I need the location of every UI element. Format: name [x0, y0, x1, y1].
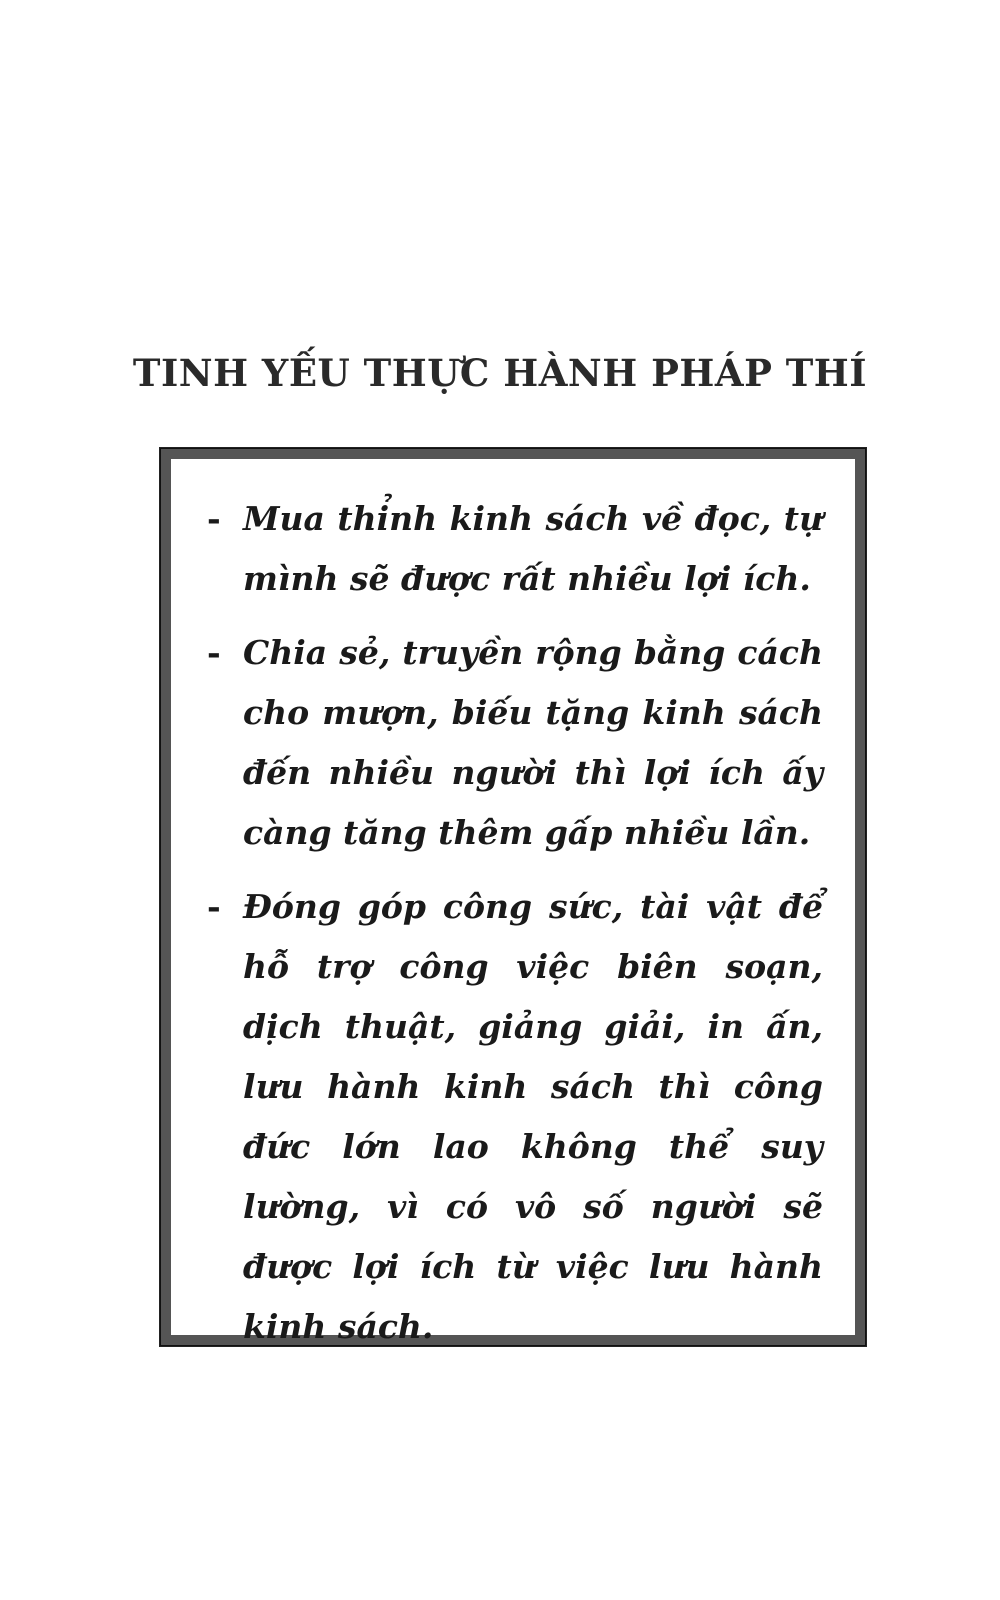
list-item: [203, 489, 823, 609]
list-item-text: Mua thỉnh kinh sách về đọc, tự mình sẽ được rất nhiều lợi ích.: [243, 499, 823, 598]
bullet-dash: -: [207, 887, 221, 926]
list-item: [203, 877, 823, 1357]
list-item-text: Chia sẻ, truyền rộng bằng cách cho mượn, biếu tặng kinh sách đến nhiều người thì lợi ích ấy càng tăng thêm gấp nhiều lần.: [243, 633, 823, 852]
page-title: TINH YẾU THỰC HÀNH PHÁP THÍ: [132, 351, 868, 395]
bullet-dash: -: [207, 499, 221, 538]
practice-list: [203, 489, 823, 1371]
bordered-box: [160, 448, 866, 1346]
list-item-text: Đóng góp công sức, tài vật để hỗ trợ công việc biên soạn, dịch thuật, giảng giải, in ấn, lưu hành kinh sách thì công đức lớn lao không thể suy lường, vì có vô số người sẽ được lợi ích từ việc lưu hành kinh sách.: [243, 887, 823, 1346]
bullet-dash: -: [207, 633, 221, 672]
list-item: [203, 623, 823, 863]
